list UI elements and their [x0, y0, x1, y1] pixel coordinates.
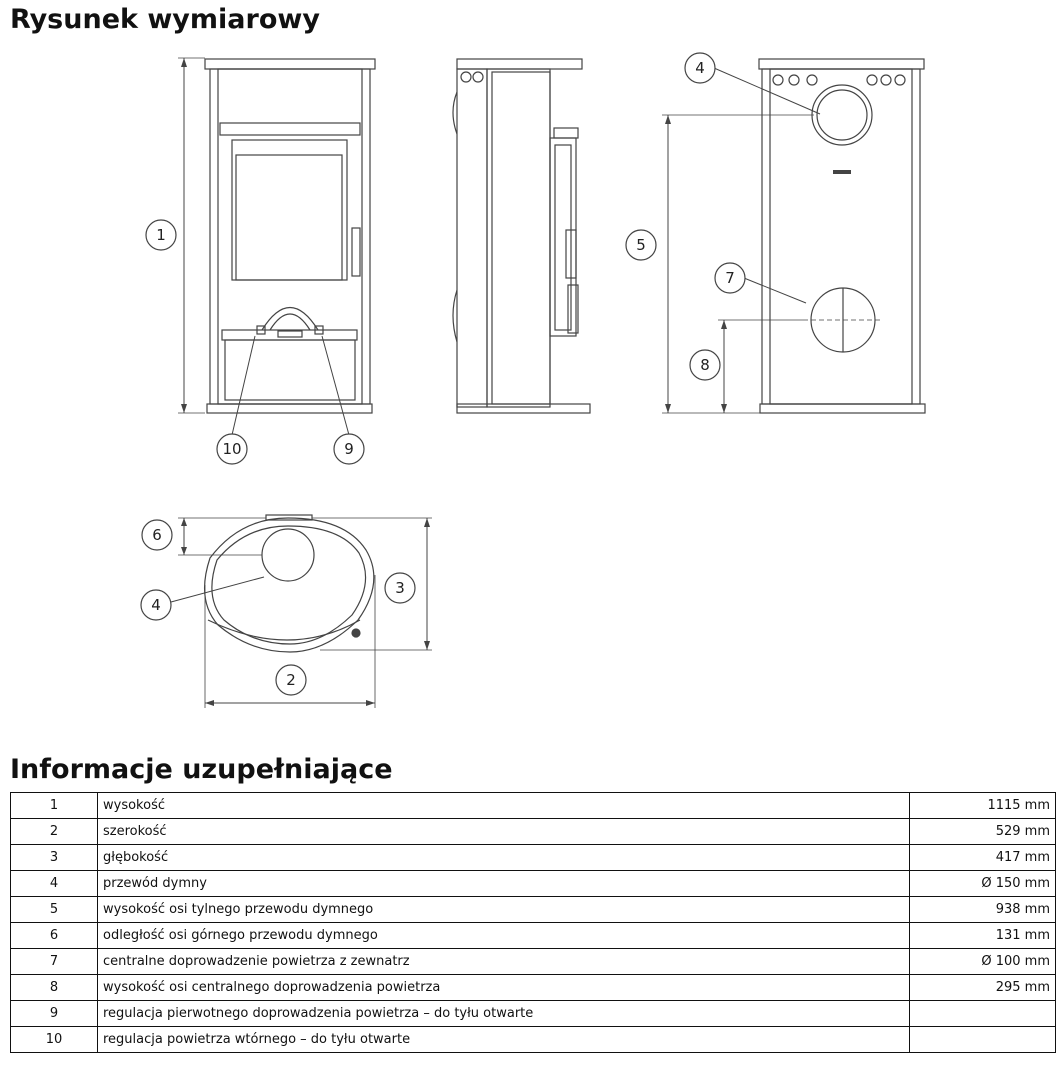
spec-table-body — [11, 793, 1056, 1053]
row-label: regulacja pierwotnego doprowadzenia powietrza – do tyłu otwarte — [98, 1001, 910, 1027]
callout-label: 10 — [222, 440, 242, 458]
table-row — [11, 845, 1056, 871]
row-value: 938 mm — [909, 897, 1055, 923]
front-view — [178, 58, 375, 435]
callout-5 — [626, 230, 656, 260]
row-number: 10 — [11, 1027, 98, 1053]
row-value: 295 mm — [909, 975, 1055, 1001]
info-heading: Informacje uzupełniające — [10, 754, 393, 785]
table-row — [11, 819, 1056, 845]
row-label: szerokość — [98, 819, 910, 845]
row-number: 2 — [11, 819, 98, 845]
row-number: 7 — [11, 949, 98, 975]
callout-label: 7 — [725, 269, 735, 287]
callout-label: 4 — [695, 59, 705, 77]
row-value: 417 mm — [909, 845, 1055, 871]
row-label: wysokość osi tylnego przewodu dymnego — [98, 897, 910, 923]
callout-10 — [217, 434, 247, 464]
table-row — [11, 871, 1056, 897]
callout-9 — [334, 434, 364, 464]
row-number: 5 — [11, 897, 98, 923]
callout-label: 3 — [395, 579, 405, 597]
callout-label: 2 — [286, 671, 296, 689]
callout-3 — [385, 573, 415, 603]
callout-label: 9 — [344, 440, 354, 458]
row-value: Ø 150 mm — [909, 871, 1055, 897]
callout-1 — [146, 220, 176, 250]
row-label: przewód dymny — [98, 871, 910, 897]
row-value: 529 mm — [909, 819, 1055, 845]
row-number: 3 — [11, 845, 98, 871]
callout-label: 5 — [636, 236, 646, 254]
row-number: 8 — [11, 975, 98, 1001]
table-row — [11, 897, 1056, 923]
table-row — [11, 1027, 1056, 1053]
table-row — [11, 1001, 1056, 1027]
row-value: 1115 mm — [909, 793, 1055, 819]
row-label: centralne doprowadzenie powietrza z zewnatrz — [98, 949, 910, 975]
callout-label: 8 — [700, 356, 710, 374]
callout-6 — [142, 520, 172, 550]
table-row — [11, 975, 1056, 1001]
side-view — [453, 59, 590, 413]
row-value: 131 mm — [909, 923, 1055, 949]
callout-4-top — [141, 590, 171, 620]
callout-label: 4 — [151, 596, 161, 614]
callout-7 — [715, 263, 745, 293]
row-label: odległość osi górnego przewodu dymnego — [98, 923, 910, 949]
callout-2 — [276, 665, 306, 695]
table-row — [11, 949, 1056, 975]
table-row — [11, 923, 1056, 949]
row-value — [909, 1027, 1055, 1053]
row-label: wysokość — [98, 793, 910, 819]
row-label: wysokość osi centralnego doprowadzenia powietrza — [98, 975, 910, 1001]
row-number: 4 — [11, 871, 98, 897]
row-value — [909, 1001, 1055, 1027]
row-label: regulacja powietrza wtórnego – do tyłu otwarte — [98, 1027, 910, 1053]
drawing-heading: Rysunek wymiarowy — [10, 4, 320, 35]
callout-label: 1 — [156, 226, 166, 244]
table-row — [11, 793, 1056, 819]
row-label: głębokość — [98, 845, 910, 871]
row-number: 9 — [11, 1001, 98, 1027]
row-number: 1 — [11, 793, 98, 819]
spec-table — [10, 792, 1056, 1053]
row-value: Ø 100 mm — [909, 949, 1055, 975]
callout-8 — [690, 350, 720, 380]
callout-label: 6 — [152, 526, 162, 544]
row-number: 6 — [11, 923, 98, 949]
callout-4 — [685, 53, 715, 83]
